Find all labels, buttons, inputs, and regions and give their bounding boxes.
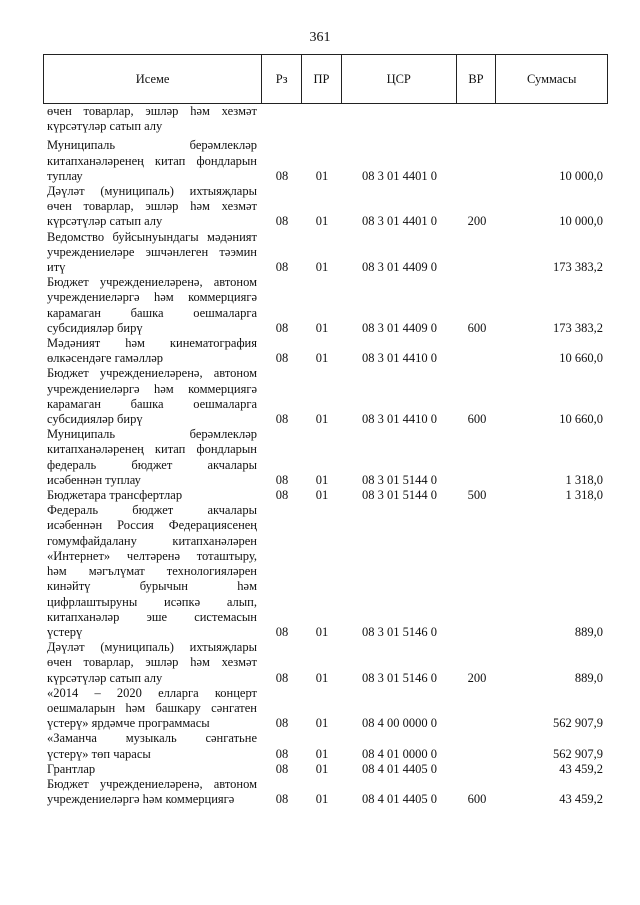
row-name-line: исәбеннән Россия Федерациясенең [47,518,257,533]
row-name [43,731,257,761]
row-name-line: өчен товарлар, эшләр һәм хезмәт [47,104,257,118]
row-rz: 08 [275,716,289,731]
row-name-line: күрсәтүләр сатып алу [47,214,163,229]
table-row [43,427,608,488]
row-name-line: Бюджет учреждениеләренә, автоном [47,275,257,290]
row-sum: 173 383,2 [553,320,603,335]
row-name-line: Бюджетара трансфертлар [47,488,183,503]
row-name [43,366,257,427]
row-csr: 08 3 01 4409 0 [362,260,437,275]
row-name [43,230,257,276]
row-sum: 10 660,0 [559,412,603,427]
row-sum: 889,0 [574,624,603,639]
row-name [43,640,257,686]
row-rz: 08 [275,320,289,335]
row-rz: 08 [275,351,289,366]
row-name-line: «Интернет» челтәренә тоташтыру, [47,548,257,563]
row-name-line: күрсәтүләр сатып алу [47,119,163,134]
row-csr: 08 3 01 4410 0 [362,412,437,427]
row-name [43,686,257,732]
table-row [43,104,608,134]
row-csr: 08 3 01 5146 0 [362,624,437,639]
row-name-line: Дәүләт (муниципаль) ихтыяҗлары [47,184,257,199]
row-name-line: күрсәтүләр сатып алу [47,670,163,685]
row-name [43,503,257,640]
row-name-line: учреждениеләргә һәм коммерциягә [47,290,257,305]
row-name [43,275,257,336]
row-pr: 01 [315,746,329,761]
row-name-line: субсидияләр бирү [47,320,143,335]
table-row [43,488,608,503]
row-rz: 08 [275,168,289,183]
header-csr: ЦСР [342,55,457,103]
row-name-line: учреждениеләре эшчәнлеген тәэмин [47,244,257,259]
row-name [43,488,257,503]
row-name-line: учреждениеләргә һәм коммерциягә [47,381,257,396]
row-name-line: Дәүләт (муниципаль) ихтыяҗлары [47,640,257,655]
row-vr: 600 [467,792,487,807]
row-pr: 01 [315,761,329,776]
row-vr: 200 [467,670,487,685]
row-pr: 01 [315,472,329,487]
row-csr: 08 4 01 0000 0 [362,746,437,761]
table-row [43,731,608,761]
row-pr: 01 [315,624,329,639]
table-row [43,184,608,230]
row-pr: 01 [315,351,329,366]
row-name-line: Ведомство буйсынуындагы мәдәният [47,229,257,244]
row-sum: 562 907,9 [553,716,603,731]
row-csr: 08 3 01 4401 0 [362,214,437,229]
row-name-line: учреждениеләргә һәм коммерциягә [47,792,235,807]
row-name-line: Бюджет учреждениеләренә, автоном [47,366,257,381]
row-name-line: исәбеннән туплау [47,472,141,487]
row-rz: 08 [275,488,289,503]
table-row [43,503,608,640]
row-name-line: китапханәләр эше системасын [47,609,257,624]
row-csr: 08 4 01 4405 0 [362,792,437,807]
row-name [43,138,257,184]
row-vr: 600 [467,412,487,427]
row-name [43,777,257,807]
row-name-line: Грантлар [47,761,96,776]
row-vr: 500 [467,488,487,503]
row-sum: 10 000,0 [559,168,603,183]
row-vr: 600 [467,320,487,335]
row-name-line: «2014 – 2020 елларга концерт [47,685,257,700]
row-pr: 01 [315,320,329,335]
row-name-line: өчен товарлар, эшләр һәм хезмәт [47,199,257,214]
page-number: 361 [309,30,331,45]
row-name [43,427,257,488]
row-name-line: «Заманча музыкаль сәнгатьне [47,731,257,746]
row-name-line: кинәйтү бурычын һәм [47,579,257,594]
row-csr: 08 3 01 4410 0 [362,351,437,366]
row-sum: 1 318,0 [565,472,603,487]
row-name [43,762,257,777]
table-header [43,54,608,104]
table-row [43,640,608,686]
row-rz: 08 [275,670,289,685]
row-csr: 08 3 01 5146 0 [362,670,437,685]
row-name-line: Бюджет учреждениеләренә, автоном [47,776,257,791]
table-row [43,138,608,184]
row-pr: 01 [315,670,329,685]
row-csr: 08 3 01 5144 0 [362,488,437,503]
row-sum: 1 318,0 [565,488,603,503]
row-pr: 01 [315,168,329,183]
row-csr: 08 3 01 4401 0 [362,168,437,183]
row-name-line: китапханәләренең китап фондларын [47,153,257,168]
row-sum: 43 459,2 [559,792,603,807]
row-sum: 10 000,0 [559,214,603,229]
row-rz: 08 [275,761,289,776]
row-name-line: Мәдәният һәм кинематография [47,336,257,351]
row-name [43,104,257,134]
row-sum: 562 907,9 [553,746,603,761]
row-rz: 08 [275,412,289,427]
row-sum: 43 459,2 [559,761,603,776]
table-row [43,366,608,427]
row-pr: 01 [315,488,329,503]
row-pr: 01 [315,792,329,807]
table-row [43,777,608,807]
row-name-line: Федераль бюджет акчалары [47,503,257,518]
header-vr: ВР [457,55,497,103]
row-name-line: һәм мәгълүмат технологияләрен [47,564,257,579]
row-name-line: туплау [47,168,83,183]
header-sum: Суммасы [527,71,577,86]
row-csr: 08 4 01 4405 0 [362,761,437,776]
row-name-line: оешмаларын һәм башкару сәнгатен [47,700,257,715]
row-sum: 10 660,0 [559,351,603,366]
header-rz: Рз [262,55,302,103]
row-vr: 200 [467,214,487,229]
row-name-line: Муниципаль берәмлекләр [47,138,257,153]
row-rz: 08 [275,746,289,761]
row-name-line: гомумфайдалану китапханәләрен [47,533,257,548]
row-name-line: өлкәсендәге гамәлләр [47,351,163,366]
row-name-line: карамаган башка оешмаларга [47,305,257,320]
row-name-line: Муниципаль берәмлекләр [47,427,257,442]
row-rz: 08 [275,792,289,807]
table-row [43,762,608,777]
row-name-line: субсидияләр бирү [47,412,143,427]
row-rz: 08 [275,624,289,639]
row-rz: 08 [275,260,289,275]
row-csr: 08 3 01 4409 0 [362,320,437,335]
table-row [43,230,608,276]
row-name-line: китапханәләренең китап фондларын [47,442,257,457]
row-pr: 01 [315,260,329,275]
row-name-line: карамаган башка оешмаларга [47,396,257,411]
table-row [43,275,608,336]
table-row [43,686,608,732]
row-sum: 173 383,2 [553,260,603,275]
row-name-line: цифрлаштыруны исәпкә алып, [47,594,257,609]
header-pr: ПР [302,55,342,103]
row-name-line: үстерү [47,624,83,639]
row-pr: 01 [315,412,329,427]
row-name-line: итү [47,260,66,275]
row-name-line: федераль бюджет акчалары [47,457,257,472]
row-rz: 08 [275,214,289,229]
row-name [43,336,257,366]
row-rz: 08 [275,472,289,487]
table-row [43,336,608,366]
header-name: Исеме [44,55,262,103]
row-name-line: өчен товарлар, эшләр һәм хезмәт [47,655,257,670]
row-name [43,184,257,230]
row-name-line: үстерү» төп чарасы [47,746,151,761]
row-pr: 01 [315,214,329,229]
row-pr: 01 [315,716,329,731]
row-name-line: үстерү» ярдәмче программасы [47,716,210,731]
row-csr: 08 3 01 5144 0 [362,472,437,487]
row-csr: 08 4 00 0000 0 [362,716,437,731]
row-sum: 889,0 [574,670,603,685]
table-body [43,104,608,807]
